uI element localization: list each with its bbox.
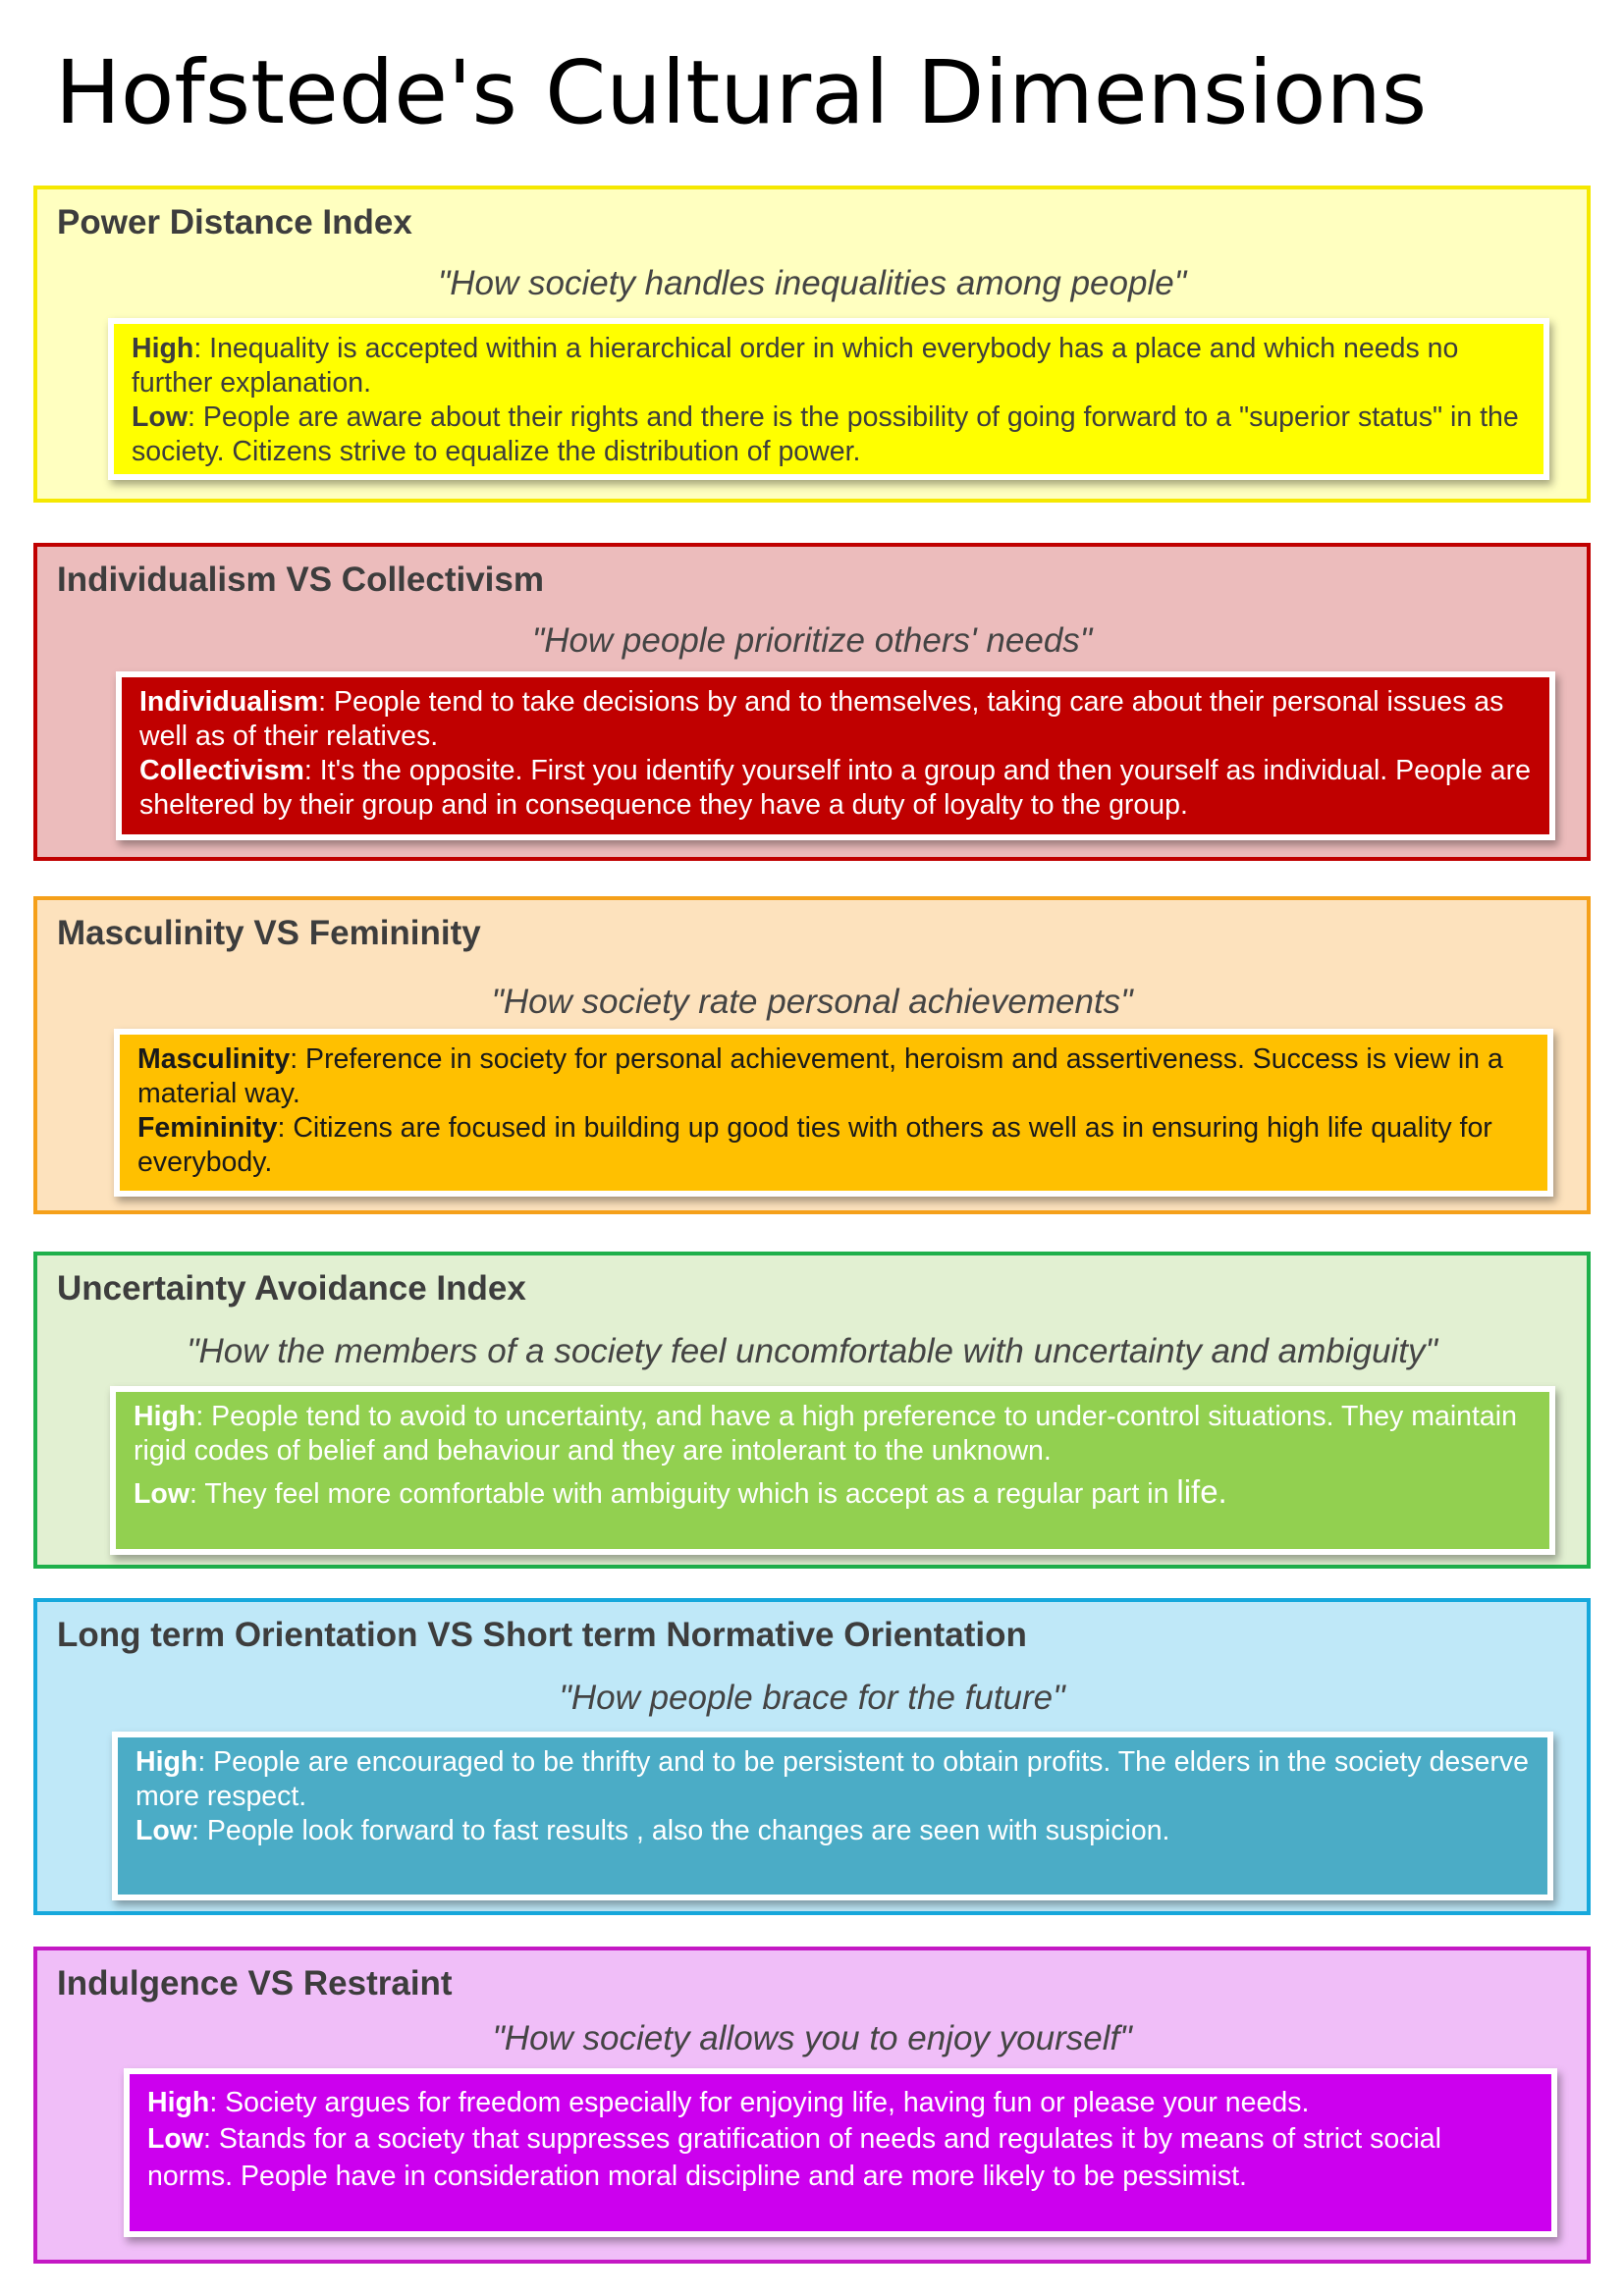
low-description <box>139 754 1532 823</box>
low-text: : Citizens are focused in building up good ties with others as well as in ensuring high life quality for everybody. <box>137 1112 1492 1178</box>
description-box <box>112 1732 1553 1900</box>
high-description <box>132 332 1526 400</box>
low-description <box>134 1474 1532 1512</box>
high-text: : People are encouraged to be thrifty and to be persistent to obtain profits. The elders in the society deserve more respect. <box>135 1746 1529 1812</box>
section-individualism <box>33 543 1591 861</box>
low-description <box>132 400 1526 469</box>
section-masculinity <box>33 896 1591 1214</box>
section-title: Individualism VS Collectivism <box>57 561 544 599</box>
high-term: High <box>135 1746 198 1778</box>
section-title: Power Distance Index <box>57 203 412 241</box>
description-box <box>114 1029 1553 1197</box>
section-quote: "How the members of a society feel uncomfortable with uncertainty and ambiguity" <box>187 1332 1437 1370</box>
section-quote: "How society allows you to enjoy yourself" <box>492 2019 1132 2057</box>
high-text: : People tend to avoid to uncertainty, and have a high preference to under-control situations. They maintain rigid codes of belief and behaviour and they are intolerant to the unknown. <box>134 1401 1517 1467</box>
section-title: Uncertainty Avoidance Index <box>57 1269 526 1308</box>
section-indulgence <box>33 1947 1591 2264</box>
low-text: : Stands for a society that suppresses gratification of needs and regulates it by means of strict social norms. People have in consideration moral discipline and are more likely to be pessimist. <box>147 2123 1441 2192</box>
high-text: : People tend to take decisions by and to themselves, taking care about their personal issues as well as of their relatives. <box>139 686 1504 752</box>
description-box <box>116 671 1555 840</box>
high-text: : Society argues for freedom especially for enjoying life, having fun or please your needs. <box>209 2087 1310 2118</box>
low-description <box>135 1814 1530 1848</box>
high-term: Individualism <box>139 686 319 718</box>
high-term: High <box>134 1401 196 1432</box>
description-box <box>110 1386 1555 1555</box>
low-term: Low <box>132 401 188 433</box>
low-term: Collectivism <box>139 755 304 786</box>
low-text-end: life. <box>1176 1473 1227 1510</box>
section-title: Masculinity VS Femininity <box>57 914 481 952</box>
high-term: High <box>147 2087 210 2118</box>
page-title: Hofstede's Cultural Dimensions <box>55 41 1428 143</box>
high-description <box>134 1400 1532 1468</box>
section-title: Long term Orientation VS Short term Normative Orientation <box>57 1616 1027 1654</box>
high-term: Masculinity <box>137 1043 291 1075</box>
section-quote: "How society rate personal achievements" <box>491 983 1133 1021</box>
high-description <box>137 1042 1530 1111</box>
section-power-distance <box>33 186 1591 503</box>
low-text: : People are aware about their rights and there is the possibility of going forward to a "superior status" in the society. Citizens strive to equalize the distribution of power. <box>132 401 1519 467</box>
low-term: Low <box>135 1815 191 1846</box>
high-description <box>147 2086 1534 2120</box>
description-box <box>108 318 1549 480</box>
section-quote: "How people brace for the future" <box>559 1679 1065 1717</box>
description-box <box>124 2068 1557 2237</box>
high-description <box>135 1745 1530 1814</box>
low-term: Low <box>147 2123 203 2155</box>
section-quote: "How society handles inequalities among people" <box>437 264 1187 302</box>
section-long-term-orientation <box>33 1598 1591 1915</box>
high-text: : Inequality is accepted within a hierarchical order in which everybody has a place and which needs no further explanation. <box>132 333 1459 399</box>
low-term: Low <box>134 1478 189 1510</box>
low-text: : It's the opposite. First you identify yourself into a group and then yourself as individual. People are sheltered by their group and in consequence they have a duty of loyalty to the group. <box>139 755 1531 821</box>
low-description <box>147 2120 1534 2195</box>
high-term: High <box>132 333 194 364</box>
low-text: : They feel more comfortable with ambiguity which is accept as a regular part in <box>189 1478 1177 1510</box>
high-text: : Preference in society for personal achievement, heroism and assertiveness. Success is view in a material way. <box>137 1043 1503 1109</box>
section-quote: "How people prioritize others' needs" <box>531 621 1093 660</box>
high-description <box>139 685 1532 754</box>
low-term: Femininity <box>137 1112 278 1144</box>
section-title: Indulgence VS Restraint <box>57 1964 453 2002</box>
low-description <box>137 1111 1530 1180</box>
section-uncertainty-avoidance <box>33 1252 1591 1569</box>
low-text: : People look forward to fast results , also the changes are seen with suspicion. <box>191 1815 1170 1846</box>
